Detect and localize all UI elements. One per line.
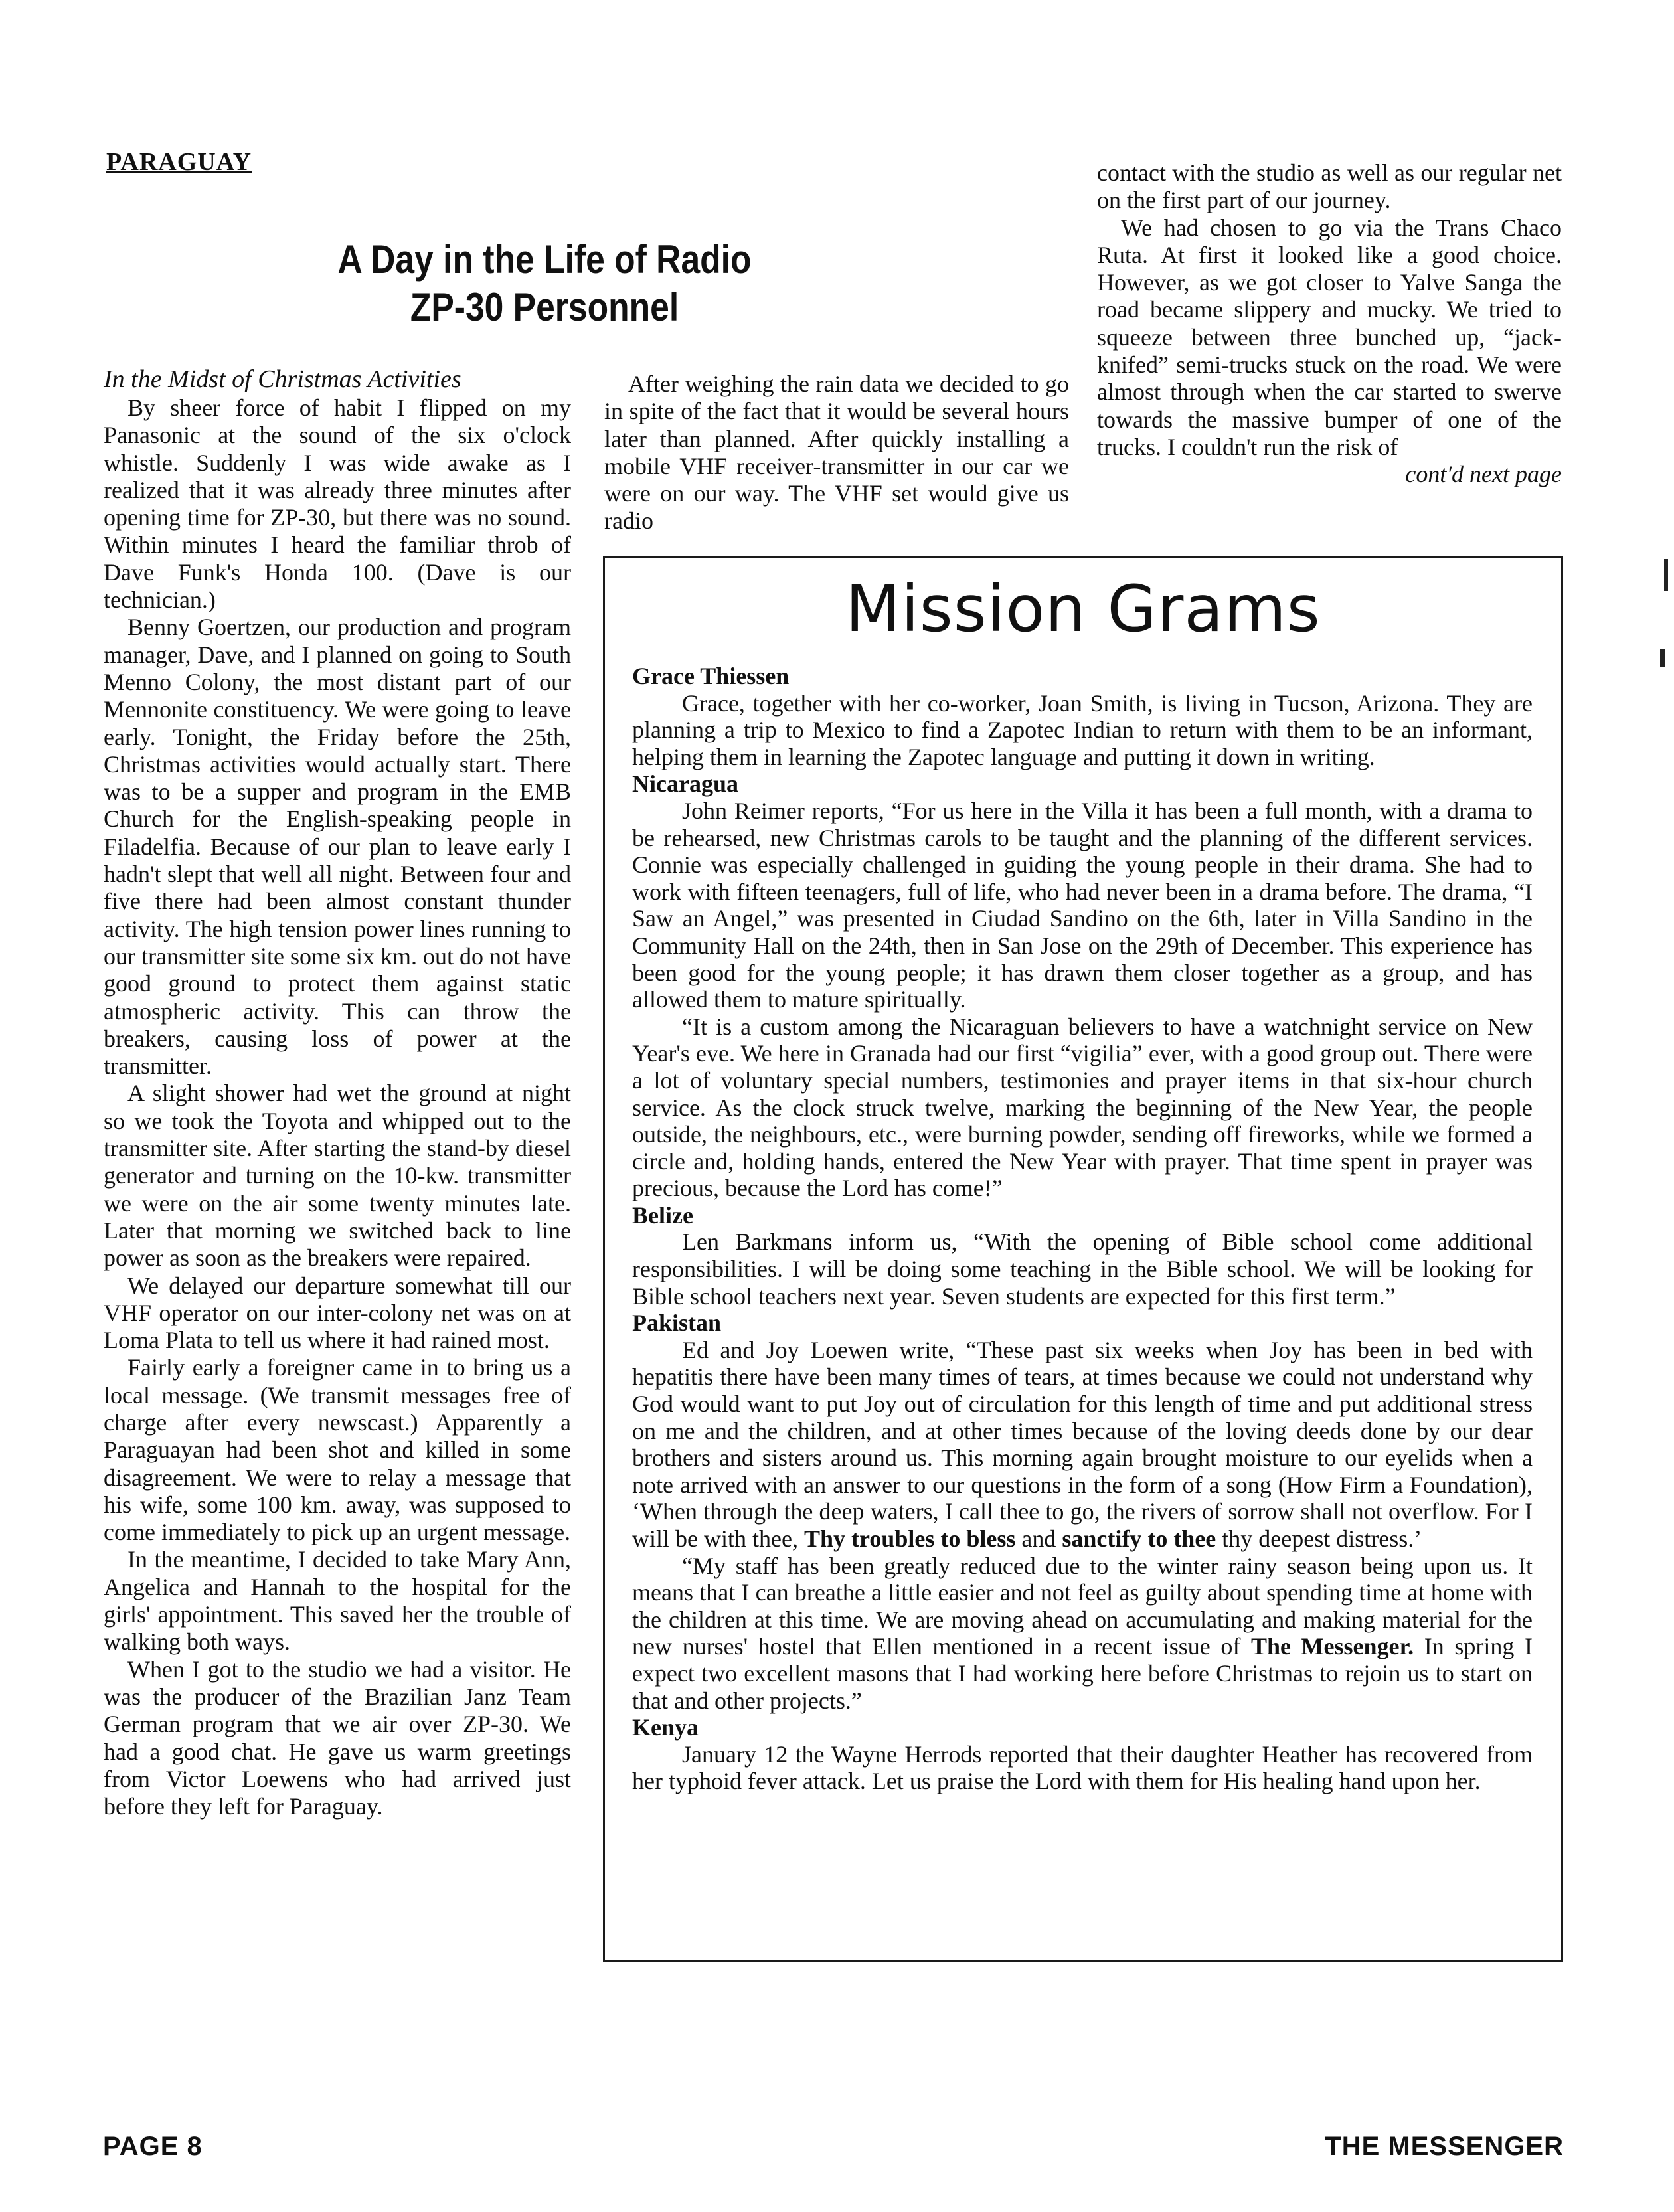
paragraph: After weighing the rain data we decided to go in spite of the fact that it would be several hours later than planned. After quickly installing a mobile VHF receiver-transmitter in our car we were on our way. The VHF set would give us radio <box>604 371 1069 535</box>
bold-phrase: sanctify to thee <box>1062 1525 1216 1552</box>
paragraph: Grace, together with her co-worker, Joan Smith, is living in Tucson, Arizona. They are planning a trip to Mexico to find a Zapotec Indian to return with them to be an informant, helping them in learning the Zapotec language and putting it down in writing. <box>632 689 1533 770</box>
paragraph: January 12 the Wayne Herrods reported that their daughter Heather has recovered from her typhoid fever attack. Let us praise the Lord with them for His healing hand upon her. <box>632 1741 1533 1795</box>
paragraph: A slight shower had wet the ground at night so we took the Toyota and whipped out to the transmitter site. After starting the stand-by diesel generator and turning on the 10-kw. transmitter we were on the air some twenty minutes late. Later that morning we switched back to line power as soon as the breakers were repaired. <box>104 1080 571 1272</box>
paragraph: “It is a custom among the Nicaraguan believers to have a watchnight service on New Year's eve. We here in Granada had our first “vigilia” ever, with a good group out. There were a lot of voluntary special numbers, testimonies and prayer items in that six-hour church service. As the clock struck twelve, marking the beginning of the New Year, the people outside, the neighbours, etc., were burning powder, sending off fireworks, while we formed a circle and, holding hands, entered the New Year with prayer. That time spent in prayer was precious, because the Lord has come!” <box>632 1013 1533 1202</box>
paragraph: By sheer force of habit I flipped on my Panasonic at the sound of the six o'clock whistle. Suddenly I was wide awake as I realized that it was already three minutes after opening time for ZP-30, but there was no sound. Within minutes I heard the familiar throb of Dave Funk's Honda 100. (Dave is our technician.) <box>104 394 571 614</box>
text-run: Ed and Joy Loewen write, “These past six weeks when Joy has been in bed with hepatitis there have been many times of tears, at times because we could not understand why God would want to put Joy out of circulation for this length of time and put additional stress on me and the children, and at other times because of the loving deeds done by our dear brothers and sisters around us. This morning again brought moisture to our eyelids when a note arrived with an answer to our questions in the form of a song (How Firm a Foundation), ‘When through the deep waters, I call thee to go, the rivers of sorrow shall not overflow. For I will be with thee, <box>632 1336 1533 1552</box>
paragraph <box>632 1553 1533 1715</box>
article-title: A Day in the Life of Radio ZP-30 Personnel <box>337 237 752 329</box>
bold-phrase: Thy troubles to bless <box>803 1525 1016 1552</box>
article-column-1 <box>104 365 571 1820</box>
paragraph: Len Barkmans inform us, “With the opening of Bible school come additional responsibilities. I will be doing some teaching in the Bible school. We will be looking for Bible school teachers next year. Seven students are expected for this first term.” <box>632 1229 1533 1310</box>
paragraph: contact with the studio as well as our regular net on the first part of our journey. <box>1097 159 1562 214</box>
paragraph: John Reimer reports, “For us here in the Villa it has been a full month, with a drama to be rehearsed, new Christmas carols to be taught and the planning of the different services. Connie was especially challenged in guiding the young people in their drama. She had to work with fifteen teenagers, full of life, who had never been in a drama before. The drama, “I Saw an Angel,” was presented in Ciudad Sandino on the 6th, later in Villa Sandino in the Community Hall on the 24th, then in San Jose on the 29th of December. This experience has been good for the young people; it has drawn them closer together as a group, and has allowed them to mature spiritually. <box>632 797 1533 1013</box>
scan-edge-mark <box>1660 649 1665 667</box>
publication-name-footer: THE MESSENGER <box>1325 2132 1564 2161</box>
gram-heading: Belize <box>632 1201 693 1229</box>
paragraph: We had chosen to go via the Trans Chaco Ruta. At first it looked like a good choice. However, as we got closer to Yalve Sanga the road became slippery and mucky. We tried to squeeze between three bunched up, “jack-knifed” semi-trucks stuck on the road. We were almost through when the car started to swerve towards the massive bumper of one of the trucks. I couldn't run the risk of <box>1097 214 1562 460</box>
text-run: thy deepest distress.’ <box>1216 1525 1422 1552</box>
mission-grams-title: Mission Grams <box>845 572 1321 646</box>
publication-name: The Messenger. <box>1250 1633 1414 1660</box>
text-run: In spring I expect two excellent masons that I had working here before Christmas to rejoin us to start on that and other projects.” <box>632 1633 1533 1714</box>
section-label: PARAGUAY <box>106 148 252 176</box>
article-subhead: In the Midst of Christmas Activities <box>104 365 461 393</box>
gram-heading: Nicaragua <box>632 770 738 798</box>
paragraph: We delayed our departure somewhat till our VHF operator on our inter-colony net was on at Loma Plata to tell us where it had rained most. <box>104 1272 571 1354</box>
page-number: PAGE 8 <box>103 2132 203 2161</box>
mission-grams-body <box>632 663 1533 1795</box>
continued-note: cont'd next page <box>1405 461 1562 488</box>
gram-heading: Kenya <box>632 1714 699 1741</box>
paragraph: When I got to the studio we had a visitor. He was the producer of the Brazilian Janz Team German program that we air over ZP-30. We had a good chat. He gave us warm greetings from Victor Loewens who had arrived just before they left for Paraguay. <box>104 1656 571 1820</box>
gram-heading: Pakistan <box>632 1310 722 1337</box>
text-run: and <box>1015 1525 1062 1552</box>
paragraph: Benny Goertzen, our production and program manager, Dave, and I planned on going to South Menno Colony, the most distant part of our Mennonite constituency. We were going to leave early. Tonight, the Friday before the 25th, Christmas activities would actually start. There was to be a supper and program in the EMB Church for the English-speaking people in Filadelfia. Because of our plan to leave early I hadn't slept that well all night. Between four and five there had been almost constant thunder activity. The high tension power lines running to our transmitter site some six km. out do not have good ground to protect them against static atmospheric activity. This can throw the breakers, causing loss of power at the transmitter. <box>104 614 571 1080</box>
scan-edge-mark <box>1664 559 1668 591</box>
paragraph: Fairly early a foreigner came in to bring us a local message. (We transmit messages free of charge after every newscast.) Apparently a Paraguayan had been shot and killed in some disagreement. We were to relay a message that his wife, some 100 km. away, was supposed to come immediately to pick up an urgent message. <box>104 1354 571 1546</box>
article-column-2 <box>604 371 1069 535</box>
text-run: “My staff has been greatly reduced due to the winter rainy season being upon us. It means that I can breathe a little easier and not feel as guilty about spending time at home with the children at this time. We are moving ahead on accumulating and making material for the new nurses' hostel that Ellen mentioned in a recent issue of <box>632 1552 1533 1660</box>
paragraph: In the meantime, I decided to take Mary Ann, Angelica and Hannah to the hospital for the girls' appointment. This saved her the trouble of walking both ways. <box>104 1546 571 1656</box>
gram-heading: Grace Thiessen <box>632 663 790 689</box>
article-column-3 <box>1097 159 1562 489</box>
paragraph <box>632 1337 1533 1553</box>
